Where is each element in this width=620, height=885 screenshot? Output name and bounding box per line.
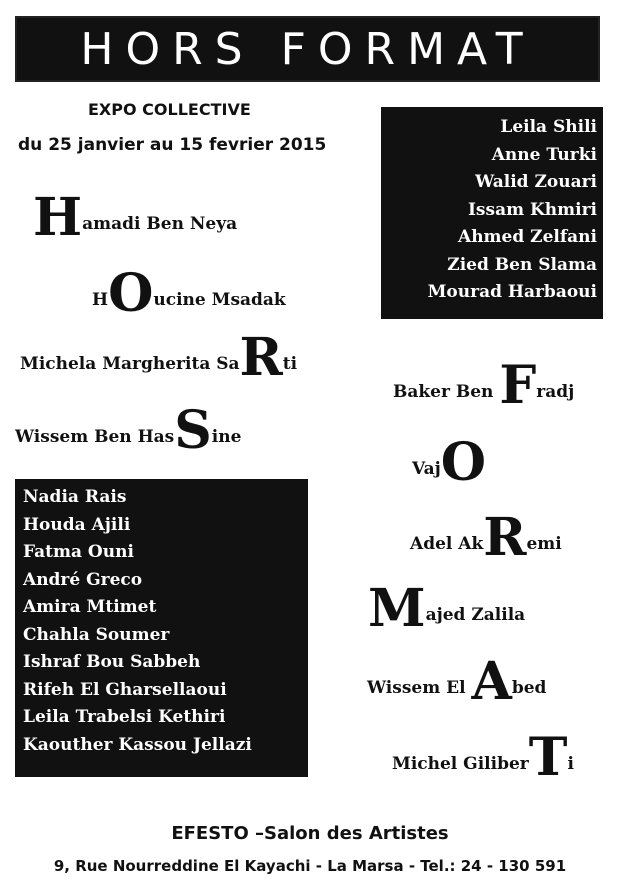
artist-post: bed	[511, 678, 547, 698]
artist-line	[15, 400, 242, 461]
artist-post: radj	[536, 382, 575, 402]
artist-post: ine	[211, 427, 242, 447]
list-item: Fatma Ouni	[23, 542, 134, 562]
list-item: Walid Zouari	[475, 172, 597, 192]
artist-pre: Adel Ak	[410, 534, 484, 554]
artist-post: ti	[282, 354, 298, 374]
artist-initial: R	[483, 507, 527, 568]
artist-line	[367, 651, 547, 712]
artist-initial: O	[108, 263, 154, 324]
artist-initial: A	[471, 651, 512, 712]
artist-initial: O	[440, 432, 487, 493]
list-item: Leila Shili	[500, 117, 597, 137]
list-item: Issam Khmiri	[467, 199, 597, 220]
artist-initial: T	[528, 727, 568, 788]
artist-line	[92, 263, 286, 324]
list-item: Ahmed Zelfani	[458, 227, 597, 247]
list-item: Amira Mtimet	[23, 597, 157, 617]
list-item: Kaouther Kassou Jellazi	[23, 734, 252, 755]
artist-pre: Baker Ben	[393, 382, 500, 402]
artist-pre: Michela Margherita Sa	[20, 354, 240, 374]
list-item: Rifeh El Gharsellaoui	[23, 679, 227, 700]
list-item: Anne Turki	[491, 144, 597, 165]
list-item: Nadia Rais	[23, 487, 127, 507]
artist-pre: Wissem Ben Has	[15, 427, 175, 447]
list-item: Houda Ajili	[23, 514, 131, 535]
list-item: Chahla Soumer	[23, 624, 170, 645]
footer-venue: EFESTO –Salon des Artistes	[171, 823, 449, 844]
artist-line	[410, 507, 562, 568]
artist-line	[412, 432, 487, 493]
artist-box-right	[381, 107, 603, 319]
artist-line	[392, 727, 574, 788]
artist-box-left	[15, 479, 308, 777]
expo-title: EXPO COLLECTIVE	[88, 100, 251, 119]
artist-initial: M	[368, 578, 426, 639]
banner-title: HORS FORMAT	[80, 23, 535, 75]
artist-initial: F	[499, 355, 537, 416]
artist-post: ucine Msadak	[153, 290, 286, 310]
artist-pre: Vaj	[412, 459, 441, 479]
artist-initial: S	[174, 400, 212, 461]
title-banner	[15, 16, 600, 82]
list-item: Zied Ben Slama	[447, 254, 597, 275]
artist-post: amadi Ben Neya	[82, 214, 238, 234]
artist-line	[393, 355, 575, 416]
artist-line	[20, 327, 298, 388]
footer-address: 9, Rue Nourreddine El Kayachi - La Marsa - Tel.: 24 - 130 591	[53, 857, 567, 875]
list-item: Ishraf Bou Sabbeh	[23, 652, 201, 672]
artist-post: ajed Zalila	[425, 605, 526, 625]
artist-initial: R	[239, 327, 283, 388]
list-item: André Greco	[23, 569, 143, 590]
list-item: Leila Trabelsi Kethiri	[23, 707, 226, 727]
artist-line	[368, 578, 526, 639]
artist-line	[33, 187, 238, 248]
list-item: Mourad Harbaoui	[427, 282, 597, 302]
artist-initial: H	[33, 187, 83, 248]
artist-post: i	[567, 754, 574, 774]
artist-pre: Wissem El	[367, 678, 472, 698]
artist-post: emi	[526, 534, 562, 554]
artist-pre: Michel Giliber	[392, 754, 529, 774]
expo-dates: du 25 janvier au 15 fevrier 2015	[18, 135, 327, 155]
artist-pre: H	[92, 290, 109, 310]
